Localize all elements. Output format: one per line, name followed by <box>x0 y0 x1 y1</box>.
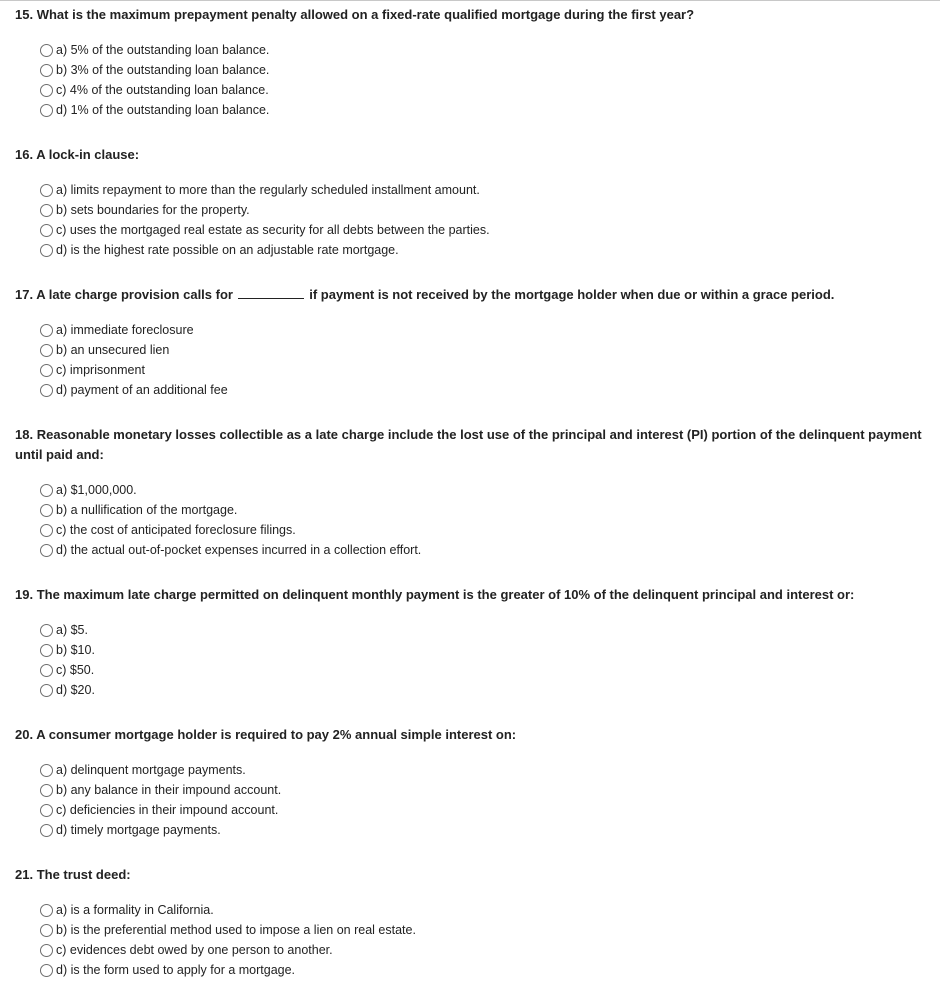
question-number: 17. <box>15 287 34 302</box>
option-label: a) immediate foreclosure <box>56 323 194 337</box>
radio-button[interactable] <box>40 944 53 957</box>
option-a[interactable] <box>40 40 930 60</box>
answer-options <box>15 480 930 560</box>
option-label: c) evidences debt owed by one person to another. <box>56 943 333 957</box>
radio-button[interactable] <box>40 204 53 217</box>
option-b[interactable] <box>40 500 930 520</box>
question-20 <box>15 725 930 840</box>
question-text <box>15 5 930 25</box>
option-a[interactable] <box>40 320 930 340</box>
option-label: a) limits repayment to more than the regularly scheduled installment amount. <box>56 183 480 197</box>
answer-options <box>15 180 930 260</box>
radio-button[interactable] <box>40 324 53 337</box>
answer-options <box>15 320 930 400</box>
option-label: c) the cost of anticipated foreclosure filings. <box>56 523 296 537</box>
option-label: b) any balance in their impound account. <box>56 783 282 797</box>
radio-button[interactable] <box>40 824 53 837</box>
option-label: d) 1% of the outstanding loan balance. <box>56 103 270 117</box>
option-b[interactable] <box>40 340 930 360</box>
question-number: 19. <box>15 587 34 602</box>
question-text <box>15 425 930 465</box>
option-label: a) $1,000,000. <box>56 483 137 497</box>
question-text <box>15 585 930 605</box>
question-18 <box>15 425 930 560</box>
question-15 <box>15 5 930 120</box>
option-c[interactable] <box>40 520 930 540</box>
option-a[interactable] <box>40 760 930 780</box>
option-a[interactable] <box>40 180 930 200</box>
option-label: b) sets boundaries for the property. <box>56 203 250 217</box>
option-d[interactable] <box>40 380 930 400</box>
option-label: d) timely mortgage payments. <box>56 823 221 837</box>
question-prompt: A late charge provision calls for <box>36 287 233 302</box>
option-d[interactable] <box>40 240 930 260</box>
option-b[interactable] <box>40 640 930 660</box>
radio-button[interactable] <box>40 544 53 557</box>
radio-button[interactable] <box>40 684 53 697</box>
quiz-page <box>15 5 930 980</box>
option-d[interactable] <box>40 540 930 560</box>
radio-button[interactable] <box>40 344 53 357</box>
option-label: b) $10. <box>56 643 95 657</box>
answer-options <box>15 40 930 120</box>
option-a[interactable] <box>40 900 930 920</box>
radio-button[interactable] <box>40 764 53 777</box>
radio-button[interactable] <box>40 804 53 817</box>
fill-in-blank <box>238 286 304 299</box>
option-c[interactable] <box>40 220 930 240</box>
option-c[interactable] <box>40 80 930 100</box>
option-label: c) $50. <box>56 663 95 677</box>
option-b[interactable] <box>40 200 930 220</box>
option-c[interactable] <box>40 360 930 380</box>
option-c[interactable] <box>40 800 930 820</box>
question-text <box>15 725 930 745</box>
radio-button[interactable] <box>40 384 53 397</box>
question-number: 20. <box>15 727 34 742</box>
option-label: c) imprisonment <box>56 363 145 377</box>
option-label: d) is the form used to apply for a mortgage. <box>56 963 296 977</box>
option-d[interactable] <box>40 960 930 980</box>
option-label: a) 5% of the outstanding loan balance. <box>56 43 270 57</box>
option-label: c) uses the mortgaged real estate as security for all debts between the parties. <box>56 223 490 237</box>
question-prompt: The maximum late charge permitted on delinquent monthly payment is the greater of 10% of the delinquent principal and interest or: <box>36 587 855 602</box>
option-c[interactable] <box>40 940 930 960</box>
option-d[interactable] <box>40 680 930 700</box>
option-b[interactable] <box>40 920 930 940</box>
question-prompt-continued: if payment is not received by the mortgage holder when due or within a grace period. <box>309 287 835 302</box>
question-17 <box>15 285 930 400</box>
question-text <box>15 145 930 165</box>
question-number: 21. <box>15 867 34 882</box>
question-prompt: A consumer mortgage holder is required to pay 2% annual simple interest on: <box>36 727 517 742</box>
radio-button[interactable] <box>40 524 53 537</box>
option-b[interactable] <box>40 60 930 80</box>
option-label: c) 4% of the outstanding loan balance. <box>56 83 269 97</box>
option-label: a) delinquent mortgage payments. <box>56 763 246 777</box>
option-c[interactable] <box>40 660 930 680</box>
question-number: 18. <box>15 427 34 442</box>
question-text <box>15 285 930 305</box>
option-label: d) the actual out-of-pocket expenses incurred in a collection effort. <box>56 543 422 557</box>
question-prompt: The trust deed: <box>36 867 131 882</box>
radio-button[interactable] <box>40 784 53 797</box>
option-label: b) a nullification of the mortgage. <box>56 503 238 517</box>
answer-options <box>15 900 930 980</box>
radio-button[interactable] <box>40 644 53 657</box>
answer-options <box>15 620 930 700</box>
radio-button[interactable] <box>40 64 53 77</box>
option-label: d) $20. <box>56 683 95 697</box>
option-b[interactable] <box>40 780 930 800</box>
question-prompt: A lock-in clause: <box>36 147 140 162</box>
option-label: b) an unsecured lien <box>56 343 170 357</box>
option-d[interactable] <box>40 100 930 120</box>
option-label: b) 3% of the outstanding loan balance. <box>56 63 270 77</box>
option-label: b) is the preferential method used to impose a lien on real estate. <box>56 923 416 937</box>
radio-button[interactable] <box>40 624 53 637</box>
radio-button[interactable] <box>40 924 53 937</box>
radio-button[interactable] <box>40 904 53 917</box>
option-label: d) is the highest rate possible on an adjustable rate mortgage. <box>56 243 399 257</box>
option-label: c) deficiencies in their impound account. <box>56 803 279 817</box>
radio-button[interactable] <box>40 484 53 497</box>
option-label: d) payment of an additional fee <box>56 383 228 397</box>
option-a[interactable] <box>40 480 930 500</box>
radio-button[interactable] <box>40 504 53 517</box>
option-a[interactable] <box>40 620 930 640</box>
radio-button[interactable] <box>40 364 53 377</box>
radio-button[interactable] <box>40 224 53 237</box>
radio-button[interactable] <box>40 44 53 57</box>
radio-button[interactable] <box>40 84 53 97</box>
question-prompt: Reasonable monetary losses collectible as a late charge include the lost use of the principal and interest (PI) portion of the delinquent payment until paid and: <box>15 427 922 462</box>
option-d[interactable] <box>40 820 930 840</box>
radio-button[interactable] <box>40 664 53 677</box>
question-16 <box>15 145 930 260</box>
question-21 <box>15 865 930 980</box>
answer-options <box>15 760 930 840</box>
radio-button[interactable] <box>40 104 53 117</box>
question-prompt: What is the maximum prepayment penalty allowed on a fixed-rate qualified mortgage during the first year? <box>36 7 695 22</box>
question-19 <box>15 585 930 700</box>
option-label: a) is a formality in California. <box>56 903 214 917</box>
radio-button[interactable] <box>40 244 53 257</box>
question-number: 15. <box>15 7 34 22</box>
radio-button[interactable] <box>40 184 53 197</box>
question-number: 16. <box>15 147 34 162</box>
radio-button[interactable] <box>40 964 53 977</box>
top-divider <box>0 0 940 1</box>
option-label: a) $5. <box>56 623 88 637</box>
question-text <box>15 865 930 885</box>
